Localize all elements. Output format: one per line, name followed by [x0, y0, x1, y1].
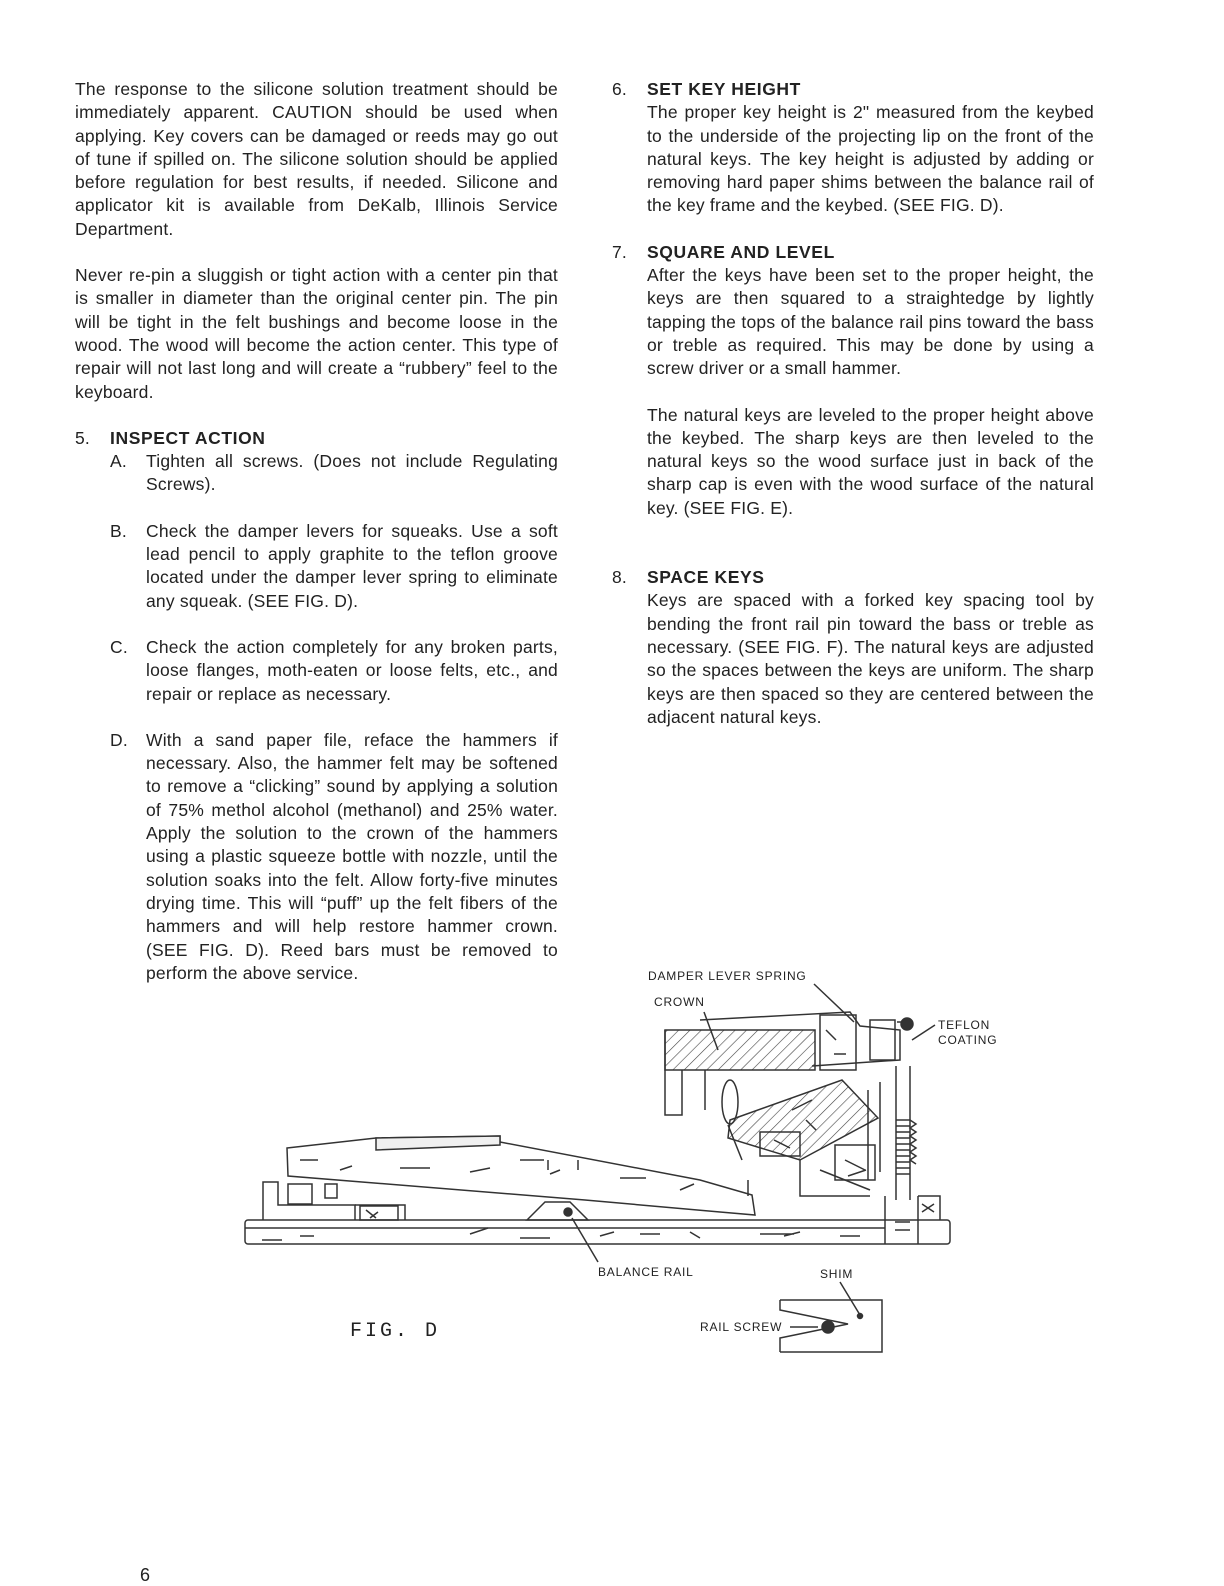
section-number: 6. [612, 79, 627, 99]
damper-lever-spring-label: DAMPER LEVER SPRING [648, 969, 807, 983]
section-paragraph: After the keys have been set to the proper height, the keys are then squared to a straightedge by lightly tapping the tops of the balance rail pins toward the bass or treble as required. This may be done by using a screw driver or a small hammer. [647, 265, 1094, 379]
rail-screw-label: RAIL SCREW [700, 1320, 783, 1334]
list-text: Check the action completely for any broken parts, loose flanges, moth-eaten or loose felts, etc., and repair or replace as necessary. [146, 636, 558, 704]
section-heading: SET KEY HEIGHT [647, 79, 801, 99]
keybed [245, 1196, 950, 1244]
section-paragraph: Keys are spaced with a forked key spacing tool by bending the front rail pin toward the bass or treble as necessary. (SEE FIG. F). The natural keys are adjusted so the spaces between the keys are uniform. The sharp keys are then spaced so they are centered between the adjacent natural keys. [647, 590, 1094, 727]
shim-label: SHIM [820, 1267, 854, 1281]
list-letter: D. [110, 729, 128, 750]
list-text: Check the damper levers for squeaks. Use a soft lead pencil to apply graphite to the teflon groove located under the damper lever spring to eliminate any squeak. (SEE FIG. D). [146, 520, 558, 611]
section-heading: SPACE KEYS [647, 567, 765, 588]
section-paragraph: The natural keys are leveled to the proper height above the keybed. The sharp keys are then leveled to the natural keys so the wood surface just in back of the sharp cap is even with the wood surface of the natural key. (SEE FIG. E). [647, 404, 1094, 518]
natural-key [287, 1136, 755, 1216]
shim-inset [780, 1300, 882, 1352]
page-number: 6 [140, 1565, 151, 1585]
silicone-paragraph: The response to the silicone solution treatment should be immediately apparent. CAUTION should be used when applying. Key covers can be damaged or reeds may go out of tune if spilled on. The silicone solution should be applied before regulation for best results, if needed. Silicone and applicator kit is available from DeKalb, Illinois Service Department. [75, 79, 558, 239]
coating-label: COATING [938, 1033, 998, 1047]
list-text: With a sand paper file, reface the hammers if necessary. Also, the hammer felt may be softened to remove a “clicking” sound by applying a solution of 75% methol alcohol (methanol) and 25% water. Apply the solution to the crown of the hammers using a plastic squeeze bottle with nozzle, until the solution soaks into the felt. Allow forty-five minutes drying time. This will “puff” up the felt fibers of the hammers and will help restore hammer crown. (SEE FIG. D). Reed bars must be removed to perform the above service. [146, 729, 558, 983]
action-mechanism [665, 1012, 916, 1200]
figure-caption: FIG. D [350, 1320, 441, 1343]
section-paragraph: The proper key height is 2" measured from the keybed to the underside of the projecting lip on the front of the natural keys. The key height is adjusted by adding or removing hard paper shims between the balance rail of the key frame and the keybed. (SEE FIG. D). [647, 102, 1094, 216]
section-number: 8. [612, 567, 627, 588]
list-text: Tighten all screws. (Does not include Regulating Screws). [146, 451, 558, 495]
section-number: 5. [75, 427, 90, 448]
section-heading: INSPECT ACTION [110, 427, 266, 448]
repin-paragraph: Never re-pin a sluggish or tight action with a center pin that is smaller in diameter than the original center pin. The pin will be tight in the felt bushings and become loose in the wood. The wood will become the action center. This type of repair will not last long and will create a “rubbery” feel to the keyboard. [75, 265, 558, 402]
balance-rail-label: BALANCE RAIL [598, 1265, 694, 1279]
list-letter: B. [110, 520, 127, 541]
teflon-label: TEFLON [938, 1018, 991, 1032]
section-heading: SQUARE AND LEVEL [647, 241, 835, 262]
list-letter: A. [110, 451, 127, 472]
crown-label: CROWN [654, 995, 705, 1009]
list-letter: C. [110, 636, 128, 657]
section-number: 7. [612, 241, 627, 262]
